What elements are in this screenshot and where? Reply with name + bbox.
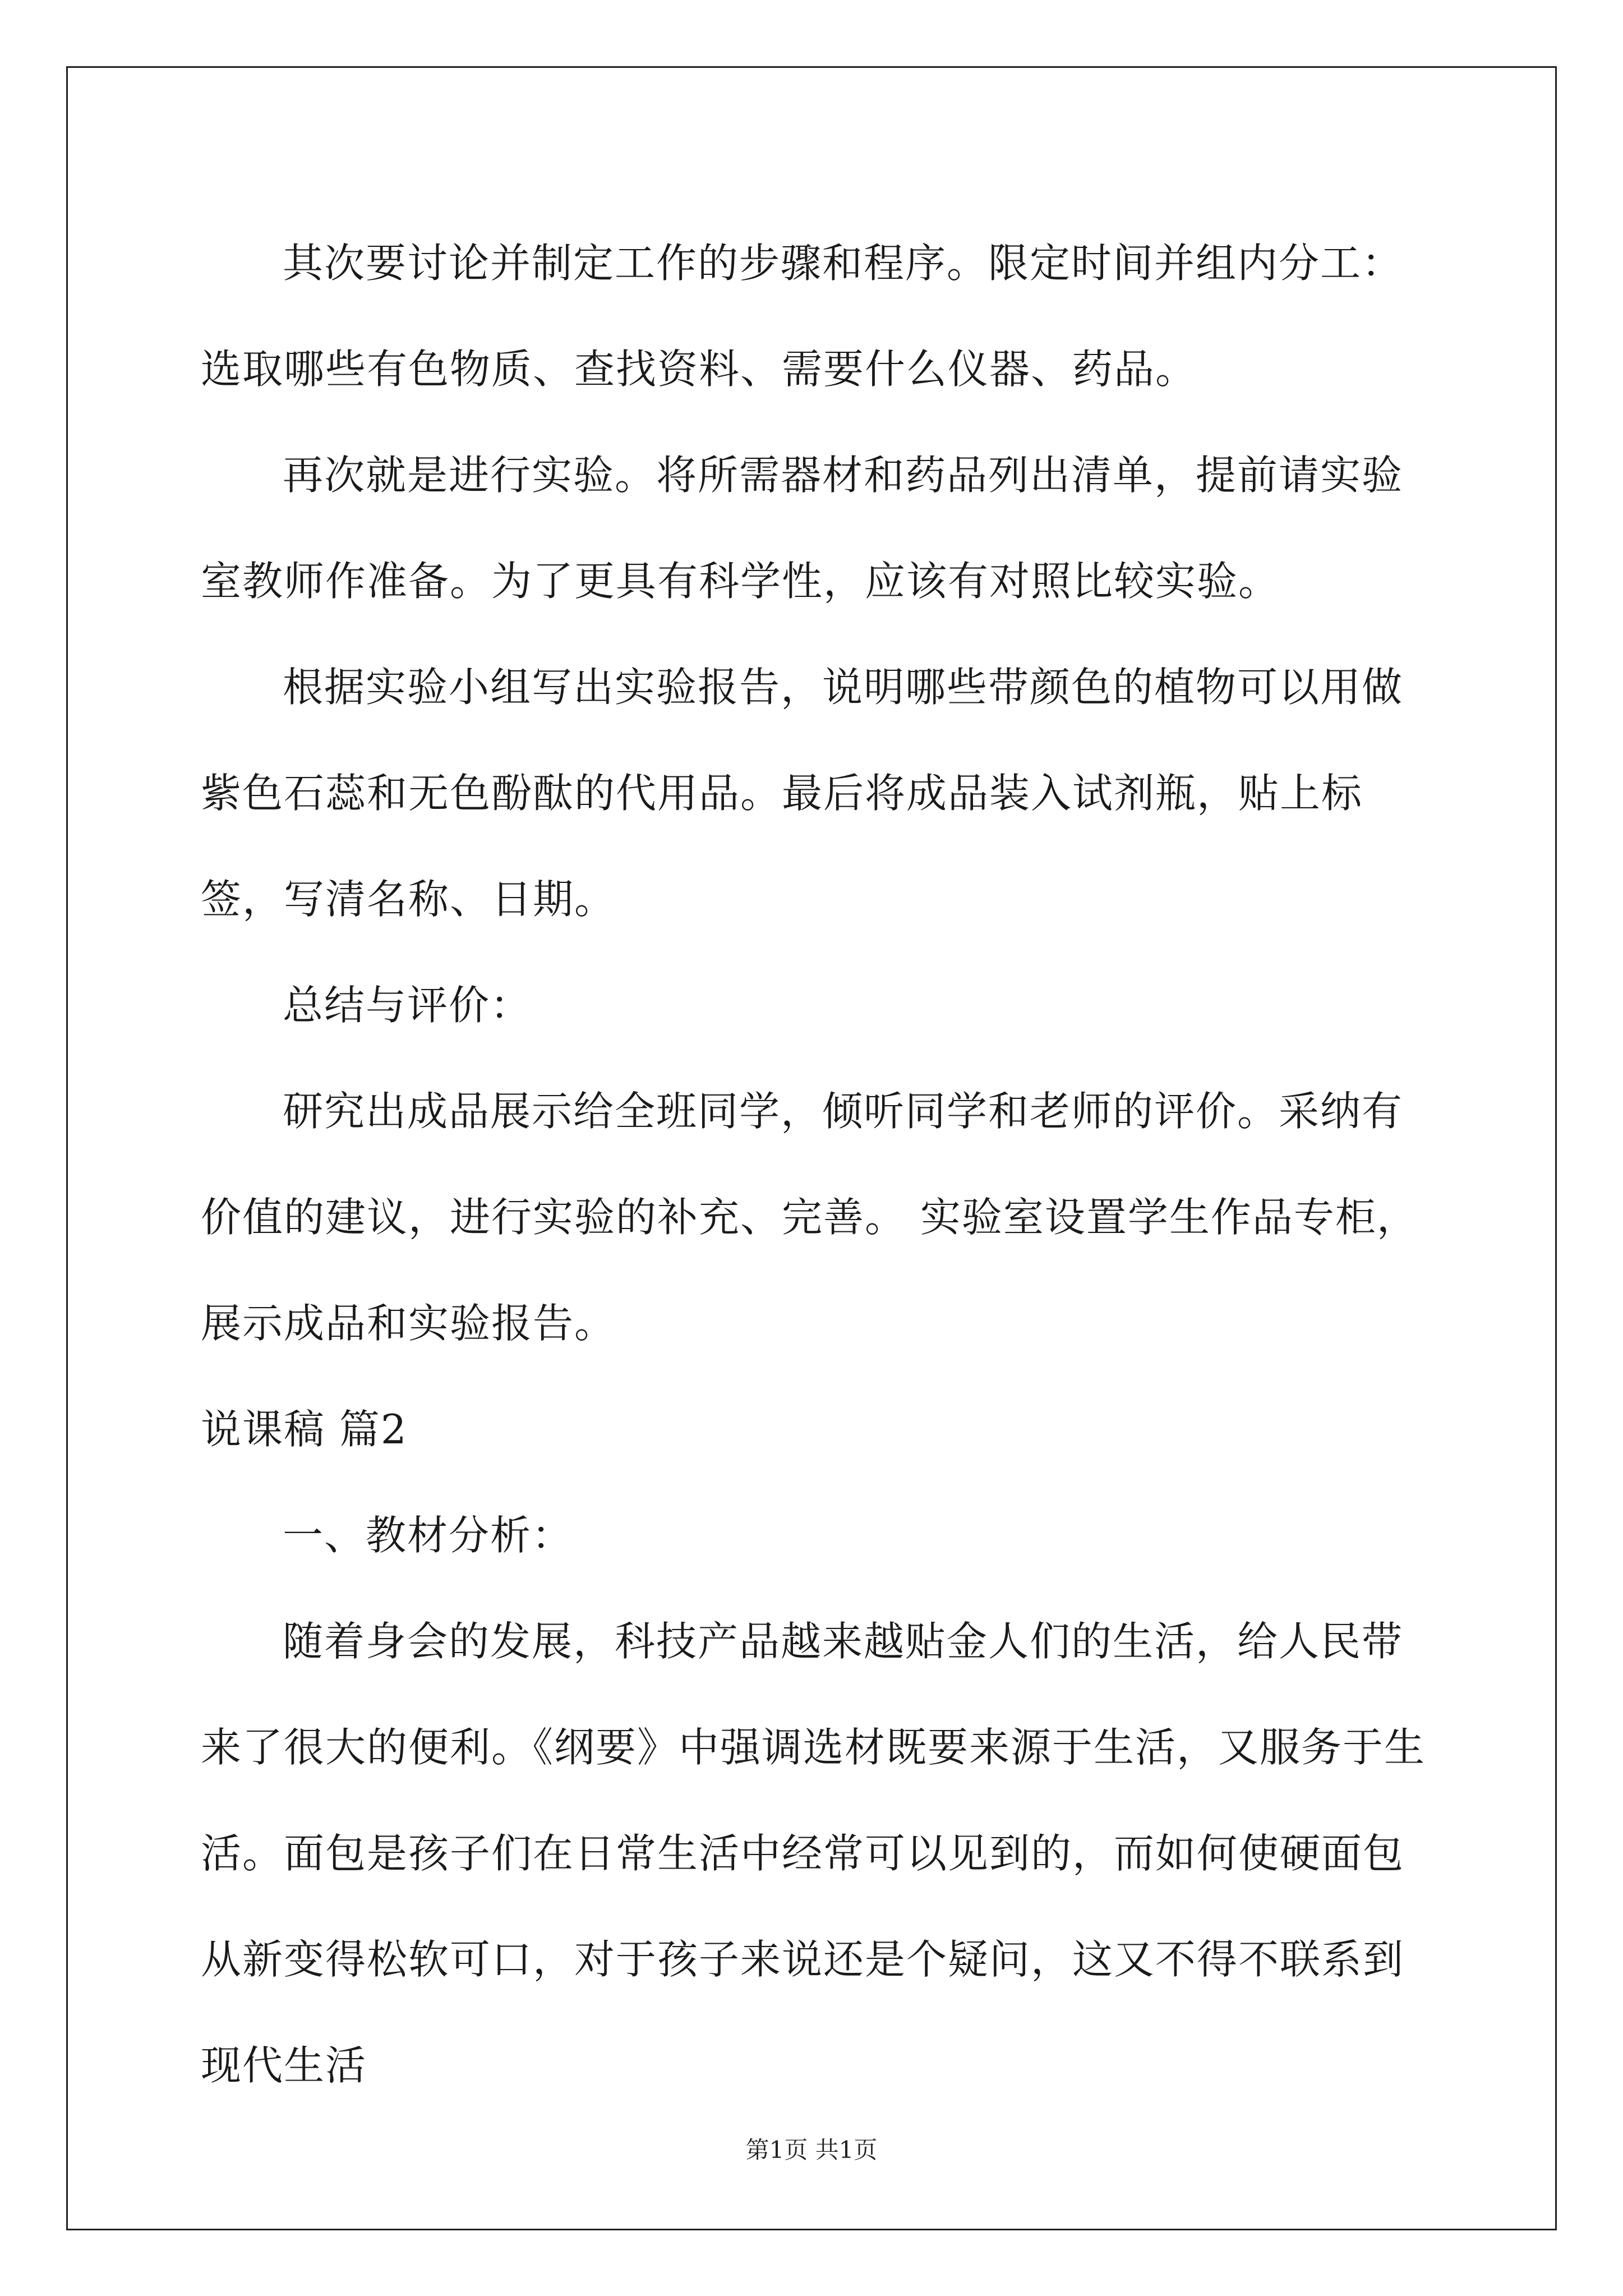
paragraph-steps: 其次要讨论并制定工作的步骤和程序。限定时间并组内分工：选取哪些有色物质、查找资料、需要什么仪器、药品。	[201, 240, 1404, 393]
paragraph-experiment: 再次就是进行实验。将所需器材和药品列出清单，提前请实验室教师作准备。为了更具有科学性，应该有对照比较实验。	[201, 452, 1404, 605]
paragraph-textbook-analysis: 随着身会的发展，科技产品越来越贴金人们的生活，给人民带来了很大的便利。《纲要》中强调选材既要来源于生活，又服务于生活。面包是孩子们在日常生活中经常可以见到的，而如何使硬面包从新变得松软可口，对于孩子来说还是个疑问，这又不得不联系到现代生活	[201, 1618, 1426, 2089]
paragraph-summary-heading: 总结与评价：	[283, 982, 532, 1029]
page-footer: 第1页 共1页	[745, 2136, 878, 2164]
section-title: 说课稿 篇2	[201, 1406, 408, 1453]
paragraph-textbook-analysis-heading: 一、教材分析：	[283, 1512, 574, 1559]
document-body	[201, 210, 1435, 2119]
paragraph-report: 根据实验小组写出实验报告，说明哪些带颜色的植物可以用做紫色石蕊和无色酚酞的代用品。最后将成品装入试剂瓶，贴上标签，写清名称、日期。	[201, 664, 1404, 923]
paragraph-evaluation: 研究出成品展示给全班同学，倾听同学和老师的评价。采纳有价值的建议，进行实验的补充、完善。 实验室设置学生作品专柜，展示成品和实验报告。	[201, 1088, 1418, 1347]
